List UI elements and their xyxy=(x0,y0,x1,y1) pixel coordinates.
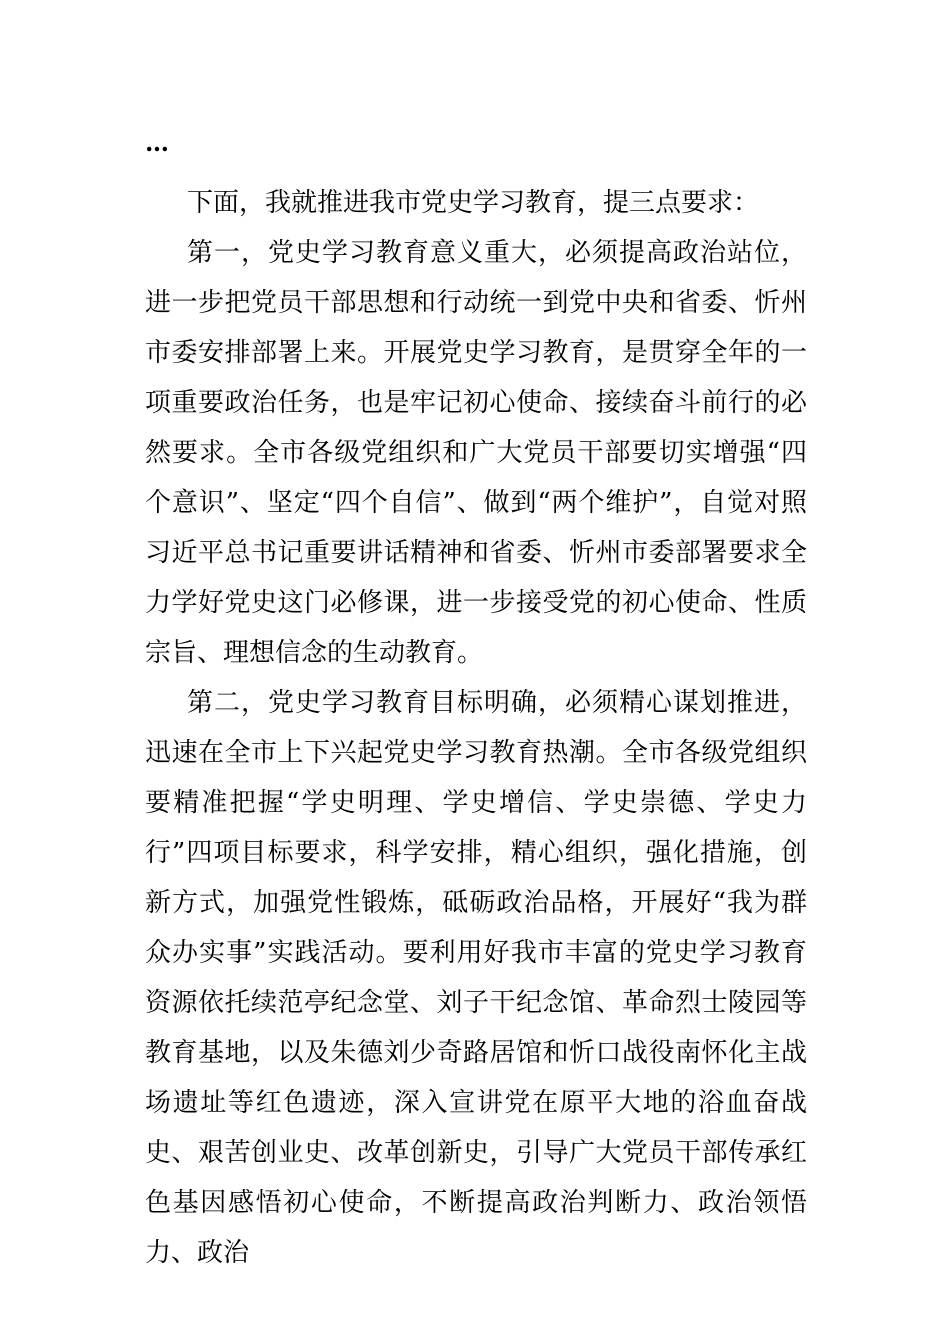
paragraph-second-requirement: 第二，党史学习教育目标明确，必须精心谋划推进，迅速在全市上下兴起党史学习教育热潮。全市各级党组织要精准把握“学史明理、学史增信、学史崇德、学史力行”四项目标要求，科学安排，精心组织，强化措施，创新方式，加强党性锻炼，砥砺政治品格，开展好“我为群众办实事”实践活动。要利用好我市丰富的党史学习教育资源依托续范亭纪念堂、刘子干纪念馆、革命烈士陵园等教育基地，以及朱德刘少奇路居馆和忻口战役南怀化主战场遗址等红色遗迹，深入宣讲党在原平大地的浴血奋战史、艰苦创业史、改革创新史，引导广大党员干部传承红色基因感悟初心使命，不断提高政治判断力、政治领悟力、政治 xyxy=(145,688,807,1268)
ellipsis-marker: … xyxy=(145,128,170,157)
paragraph-intro: 下面，我就推进我市党史学习教育，提三点要求： xyxy=(187,188,760,218)
paragraph-first-requirement: 第一，党史学习教育意义重大，必须提高政治站位，进一步把党员干部思想和行动统一到党中央和省委、忻州市委安排部署上来。开展党史学习教育，是贯穿全年的一项重要政治任务，也是牢记初心使命、接续奋斗前行的必然要求。全市各级党组织和广大党员干部要切实增强“四个意识”、坚定“四个自信”、做到“两个维护”，自觉对照习近平总书记重要讲话精神和省委、忻州市委部署要求全力学好党史这门必修课，进一步接受党的初心使命、性质宗旨、理想信念的生动教育。 xyxy=(145,238,807,668)
body-text xyxy=(145,178,807,1278)
